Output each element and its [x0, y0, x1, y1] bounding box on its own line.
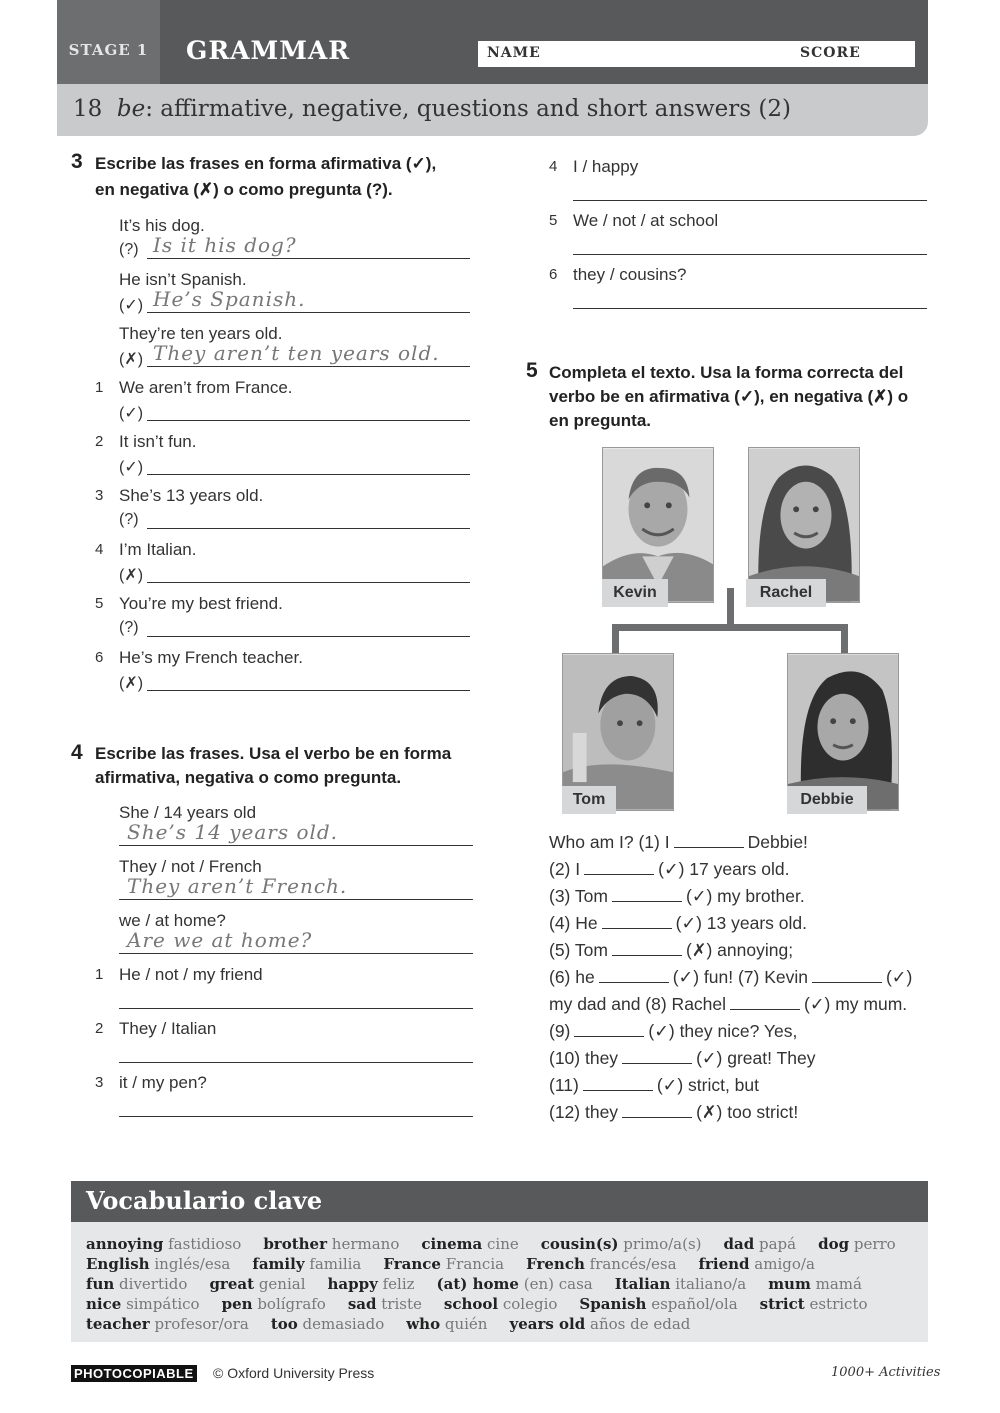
ex3-item-mark: (✓) — [119, 459, 144, 476]
ex5-line — [549, 967, 912, 988]
ex5-blank-input[interactable] — [584, 874, 654, 875]
ex3-item-mark: (?) — [119, 511, 139, 528]
ex4-item-number: 6 — [549, 266, 558, 283]
vocab-word: pen — [221, 1295, 253, 1313]
vocab-word: dog — [818, 1235, 850, 1253]
name-label: NAME — [487, 45, 541, 61]
vocab-word: cousin(s) — [540, 1235, 619, 1253]
ex4-item-text: they / cousins? — [573, 265, 687, 284]
ex4-answer-input[interactable] — [119, 1062, 473, 1063]
ex3-example-mark: (✓) — [119, 297, 144, 314]
ex5-text-fragment: (10) they — [549, 1048, 619, 1068]
exercise-4-number: 4 — [71, 741, 83, 764]
ex4-example-line — [119, 899, 473, 900]
vocab-row — [86, 1274, 884, 1294]
ex3-item-text: It isn’t fun. — [119, 432, 197, 451]
vocab-word: (at) home — [436, 1275, 519, 1293]
ex5-blank-input[interactable] — [599, 982, 669, 983]
ex5-blank-input[interactable] — [612, 955, 682, 956]
vocab-translation: cine — [487, 1235, 519, 1253]
ex4-item-number: 1 — [95, 966, 104, 983]
ex5-text-fragment: (✓) great! They — [696, 1048, 816, 1068]
exercise-4-instruction-2: afirmativa, negativa o como pregunta. — [95, 768, 402, 787]
ex3-item-number: 4 — [95, 541, 104, 558]
vocab-word: school — [443, 1295, 499, 1313]
title-rest: : affirmative, negative, questions and short answers (2) — [145, 96, 791, 122]
ex4-item-number: 4 — [549, 158, 558, 175]
vocab-translation: Francia — [445, 1255, 505, 1273]
vocab-word: cinema — [421, 1235, 483, 1253]
ex5-line — [549, 913, 807, 934]
ex4-answer-input[interactable] — [119, 1008, 473, 1009]
ex4-item-text: I / happy — [573, 157, 639, 176]
vocab-word: friend — [698, 1255, 750, 1273]
ex5-blank-input[interactable] — [622, 1063, 692, 1064]
ex5-text-fragment: my dad and (8) Rachel — [549, 994, 727, 1014]
ex4-answer-input[interactable] — [573, 308, 927, 309]
ex4-example-answer: Are we at home? — [127, 928, 313, 952]
vocab-word: nice — [86, 1295, 122, 1313]
ex4-item-text: We / not / at school — [573, 211, 719, 230]
ex3-item-number: 1 — [95, 379, 104, 396]
ex5-text-fragment: (✓) my brother. — [686, 886, 805, 906]
ex3-item-mark: (?) — [119, 619, 139, 636]
ex3-item-text: We aren’t from France. — [119, 378, 293, 397]
label-rachel: Rachel — [746, 579, 826, 607]
ex5-text-fragment: (✓) 13 years old. — [675, 913, 808, 933]
exercise-4-instruction-1: Escribe las frases. Usa el verbo be en forma — [95, 744, 452, 763]
vocab-translation: español/ola — [651, 1295, 738, 1313]
vocab-translation: francés/esa — [589, 1255, 677, 1273]
ex5-text-fragment: (✓) strict, but — [656, 1075, 759, 1095]
ex5-text-fragment: (4) He — [549, 913, 598, 933]
vocab-word: great — [209, 1275, 255, 1293]
ex5-text-fragment: (✗) annoying; — [686, 940, 794, 960]
ex3-item-text: You’re my best friend. — [119, 594, 283, 613]
vocab-translation: simpático — [126, 1295, 200, 1313]
ex5-blank-input[interactable] — [574, 1036, 644, 1037]
ex4-answer-input[interactable] — [573, 200, 927, 201]
vocab-translation: italiano/a — [675, 1275, 747, 1293]
ex3-example-answer: Is it his dog? — [153, 233, 297, 257]
vocab-word: dad — [723, 1235, 755, 1253]
vocab-row — [86, 1254, 837, 1274]
ex5-text-fragment: (6) he — [549, 967, 595, 987]
ex3-example-answer: He’s Spanish. — [153, 287, 306, 311]
vocab-translation: feliz — [382, 1275, 415, 1293]
publisher: © Oxford University Press — [213, 1365, 375, 1381]
ex3-example-text: He isn’t Spanish. — [119, 270, 247, 289]
ex3-example-text: They’re ten years old. — [119, 324, 283, 343]
ex3-example-mark: (✗) — [119, 351, 144, 368]
ex5-text-fragment: Who am I? (1) I — [549, 832, 670, 852]
vocab-translation: divertido — [119, 1275, 188, 1293]
ex5-blank-input[interactable] — [612, 901, 682, 902]
ex5-line — [549, 1021, 797, 1042]
ex4-item-text: He / not / my friend — [119, 965, 263, 984]
ex4-example-line — [119, 845, 473, 846]
vocab-word: happy — [327, 1275, 378, 1293]
ex4-example-answer: They aren’t French. — [127, 874, 348, 898]
title-be: be — [116, 96, 146, 122]
vocab-word: teacher — [86, 1315, 150, 1333]
ex5-text-fragment: (11) — [549, 1075, 579, 1095]
exercise-5-instruction-2: verbo be en afirmativa (✓), en negativa (✗) o — [549, 387, 909, 406]
vocab-word: mum — [768, 1275, 811, 1293]
ex3-answer-input[interactable] — [147, 420, 470, 421]
ex3-example-line — [147, 312, 470, 313]
ex3-answer-input[interactable] — [147, 474, 470, 475]
vocab-translation: mamá — [815, 1275, 862, 1293]
ex4-item-text: They / Italian — [119, 1019, 217, 1038]
vocab-word: years old — [509, 1315, 586, 1333]
ex5-blank-input[interactable] — [583, 1090, 653, 1091]
ex5-blank-input[interactable] — [602, 928, 672, 929]
vocab-translation: estricto — [809, 1295, 868, 1313]
vocab-word: family — [252, 1255, 305, 1273]
ex5-text-fragment: (12) they — [549, 1102, 619, 1122]
ex4-example-line — [119, 953, 473, 954]
ex3-example-text: It’s his dog. — [119, 216, 205, 235]
ex3-answer-input[interactable] — [147, 636, 470, 637]
ex5-blank-input[interactable] — [622, 1117, 692, 1118]
vocab-row — [86, 1294, 890, 1314]
vocab-translation: inglés/esa — [154, 1255, 231, 1273]
ex4-example-text: we / at home? — [119, 911, 226, 930]
vocab-translation: primo/a(s) — [623, 1235, 702, 1253]
ex4-item-text: it / my pen? — [119, 1073, 207, 1092]
ex5-text-fragment: (✓) fun! (7) Kevin — [672, 967, 808, 987]
vocab-translation: profesor/ora — [154, 1315, 249, 1333]
tree-line-vertical — [727, 588, 734, 628]
tree-line-horizontal — [612, 624, 848, 631]
vocab-translation: triste — [381, 1295, 422, 1313]
vocab-title: Vocabulario clave — [86, 1186, 323, 1215]
vocab-row — [86, 1314, 712, 1334]
label-debbie: Debbie — [787, 786, 867, 814]
tree-line-right — [841, 624, 848, 654]
exercise-5-instruction-1: Completa el texto. Usa la forma correcta del — [549, 363, 904, 382]
vocab-word: who — [406, 1315, 441, 1333]
exercise-5-instruction-3: en pregunta. — [549, 411, 652, 430]
ex4-example-answer: She’s 14 years old. — [127, 820, 339, 844]
ex5-line — [549, 940, 793, 961]
ex4-example-text: She / 14 years old — [119, 803, 257, 822]
ex3-item-mark: (✗) — [119, 675, 144, 692]
ex5-text-fragment: (✓) 17 years old. — [658, 859, 790, 879]
ex5-line — [549, 886, 805, 907]
ex4-item-number: 2 — [95, 1020, 104, 1037]
ex3-item-text: He’s my French teacher. — [119, 648, 303, 667]
ex5-text-fragment: (✓) — [885, 967, 913, 987]
exercise-3-number: 3 — [71, 150, 83, 173]
ex5-text-fragment: (✓) they nice? Yes, — [648, 1021, 798, 1041]
vocab-translation: familia — [309, 1255, 362, 1273]
ex4-answer-input[interactable] — [573, 254, 927, 255]
label-kevin: Kevin — [602, 579, 668, 607]
vocab-translation: amigo/a — [754, 1255, 815, 1273]
ex3-item-mark: (✗) — [119, 567, 144, 584]
vocab-word: too — [270, 1315, 298, 1333]
ex3-example-line — [147, 258, 470, 259]
ex3-item-text: She’s 13 years old. — [119, 486, 264, 505]
exercise-3-instruction-2: en negativa (✗) o como pregunta (?). — [95, 180, 393, 199]
ex5-line — [549, 1075, 759, 1096]
ex3-item-number: 3 — [95, 487, 104, 504]
vocab-word: English — [86, 1255, 150, 1273]
ex3-item-number: 2 — [95, 433, 104, 450]
vocab-translation: demasiado — [302, 1315, 385, 1333]
ex3-example-line — [147, 366, 470, 367]
exercise-5-number: 5 — [526, 359, 538, 382]
vocab-translation: hermano — [331, 1235, 400, 1253]
ex5-blank-input[interactable] — [674, 847, 744, 848]
series-name: 1000+ Activities — [831, 1365, 941, 1380]
ex4-answer-input[interactable] — [119, 1116, 473, 1117]
vocab-translation: bolígrafo — [257, 1295, 326, 1313]
ex5-line — [549, 1102, 798, 1123]
ex5-text-fragment: (✗) too strict! — [696, 1102, 799, 1122]
vocab-word: Italian — [614, 1275, 671, 1293]
label-tom: Tom — [562, 786, 616, 814]
vocab-word: brother — [263, 1235, 327, 1253]
title-number: 18 — [73, 96, 103, 122]
vocab-translation: colegio — [502, 1295, 558, 1313]
ex4-example-text: They / not / French — [119, 857, 262, 876]
ex3-item-mark: (✓) — [119, 405, 144, 422]
vocab-translation: genial — [258, 1275, 306, 1293]
vocab-translation: perro — [853, 1235, 896, 1253]
page-title — [73, 96, 791, 122]
ex3-item-number: 6 — [95, 649, 104, 666]
ex5-blank-input[interactable] — [812, 982, 882, 983]
ex5-line — [549, 832, 808, 853]
ex5-text-fragment: Debbie! — [747, 832, 808, 852]
vocab-word: sad — [347, 1295, 377, 1313]
vocab-translation: (en) casa — [523, 1275, 593, 1293]
ex4-item-number: 3 — [95, 1074, 104, 1091]
ex3-example-answer: They aren’t ten years old. — [153, 341, 440, 365]
tree-line-left — [612, 624, 619, 654]
vocab-row — [86, 1234, 918, 1254]
vocab-word: annoying — [86, 1235, 164, 1253]
ex3-item-number: 5 — [95, 595, 104, 612]
ex3-item-text: I’m Italian. — [119, 540, 197, 559]
ex5-text-fragment: (5) Tom — [549, 940, 608, 960]
ex3-answer-input[interactable] — [147, 528, 470, 529]
vocab-translation: papá — [759, 1235, 797, 1253]
section-title: GRAMMAR — [186, 36, 351, 65]
ex5-line — [549, 859, 790, 880]
vocab-word: French — [526, 1255, 585, 1273]
ex3-answer-input[interactable] — [147, 582, 470, 583]
stage-label: STAGE 1 — [57, 0, 160, 84]
ex4-item-number: 5 — [549, 212, 558, 229]
ex5-text-fragment: (2) I — [549, 859, 581, 879]
score-label: SCORE — [800, 45, 861, 61]
vocab-word: France — [383, 1255, 441, 1273]
ex3-example-mark: (?) — [119, 241, 139, 258]
vocab-word: strict — [759, 1295, 805, 1313]
ex5-text-fragment: (9) — [549, 1021, 571, 1041]
photocopiable-badge: PHOTOCOPIABLE — [71, 1365, 197, 1382]
vocab-word: Spanish — [579, 1295, 647, 1313]
vocab-translation: años de edad — [590, 1315, 691, 1333]
vocab-word: fun — [86, 1275, 115, 1293]
ex3-answer-input[interactable] — [147, 690, 470, 691]
vocab-translation: fastidioso — [168, 1235, 242, 1253]
exercise-3-instruction-1: Escribe las frases en forma afirmativa (✓), — [95, 154, 437, 173]
ex5-line — [549, 1048, 815, 1069]
ex5-text-fragment: (3) Tom — [549, 886, 608, 906]
ex5-blank-input[interactable] — [730, 1009, 800, 1010]
vocab-translation: quién — [444, 1315, 488, 1333]
ex5-text-fragment: (✓) my mum. — [804, 994, 908, 1014]
ex5-line — [549, 994, 907, 1015]
